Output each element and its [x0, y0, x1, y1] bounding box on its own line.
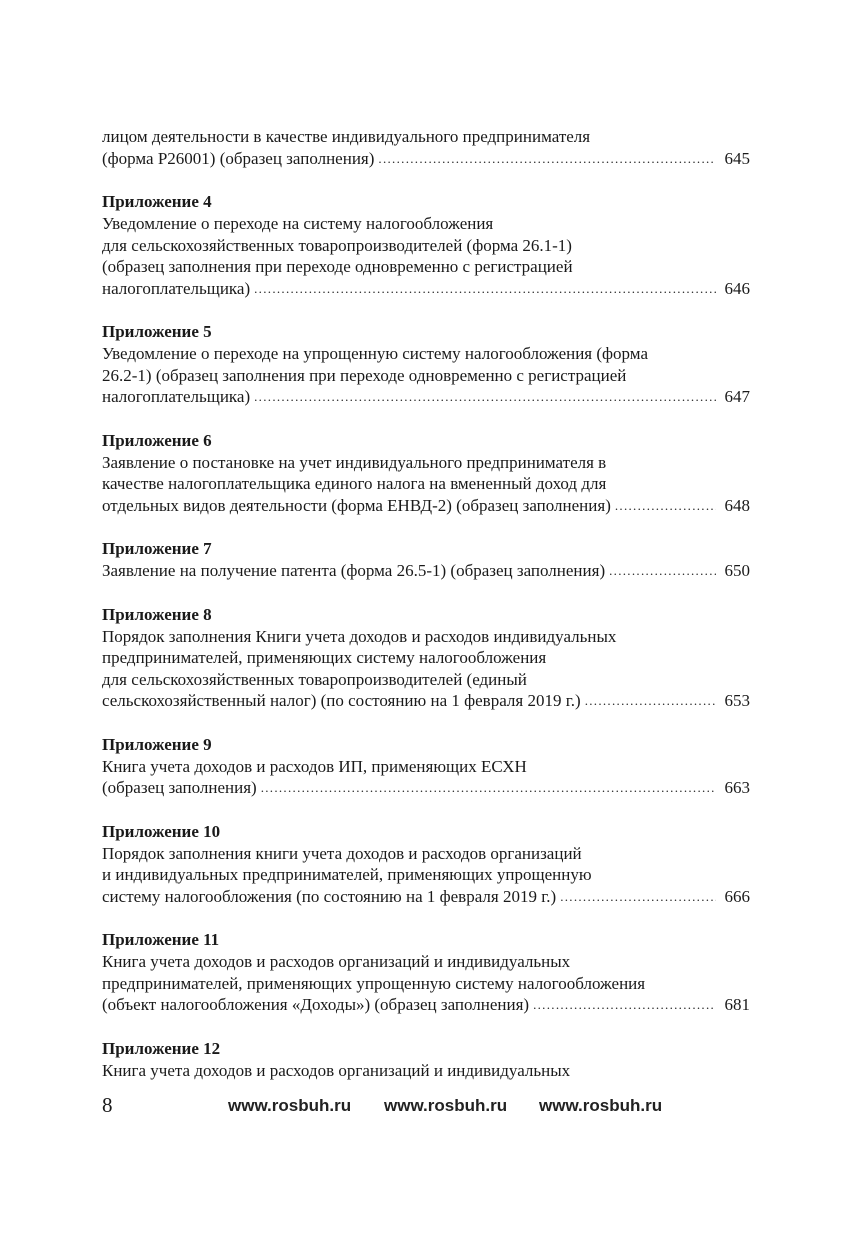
toc-last-line: [102, 278, 750, 300]
appendix-title: Приложение 5: [102, 322, 212, 341]
toc-entry-appendix-10: [102, 821, 750, 908]
dot-leader: [254, 278, 716, 300]
appendix-title: Приложение 9: [102, 734, 212, 754]
page-number: 8: [102, 1093, 113, 1117]
dot-leader: [609, 560, 716, 582]
toc-last-line: [102, 386, 750, 408]
page-ref: 653: [724, 691, 750, 710]
toc-line: качестве налогоплательщика единого налога на вмененный доход для: [102, 474, 607, 493]
toc-line: Книга учета доходов и расходов организаций и индивидуальных: [102, 952, 571, 971]
toc-line-text: (объект налогообложения «Доходы») (образец заполнения): [102, 995, 530, 1014]
page-ref: 646: [724, 278, 750, 298]
page-ref: 681: [724, 995, 750, 1014]
toc-last-line: [102, 777, 750, 799]
appendix-title: Приложение 6: [102, 430, 212, 450]
dot-leader: [585, 690, 716, 712]
toc-last-line: [102, 994, 750, 1016]
toc-line: (образец заполнения при переходе одновременно с регистрацией: [102, 257, 573, 276]
website-link[interactable]: www.rosbuh.ru: [539, 1096, 663, 1115]
toc-line: Книга учета доходов и расходов ИП, применяющих ЕСХН: [102, 756, 527, 776]
toc-entry-appendix-9: [102, 734, 750, 799]
page-ref: 648: [724, 495, 750, 515]
dot-leader: [261, 777, 716, 799]
dot-leader: [615, 495, 716, 517]
toc-line-text: отдельных видов деятельности (форма ЕНВД-2) (образец заполнения): [102, 495, 611, 515]
toc-last-line: [102, 886, 750, 908]
dot-leader: [560, 886, 716, 908]
page-footer: [102, 1092, 750, 1118]
website-link[interactable]: www.rosbuh.ru: [228, 1096, 352, 1115]
appendix-title: Приложение 10: [102, 821, 221, 841]
toc-entry-continuation: [102, 126, 750, 169]
toc-entry-appendix-6: [102, 430, 750, 517]
toc-line: Заявление о постановке на учет индивидуального предпринимателя в: [102, 452, 607, 472]
appendix-title: Приложение 4: [102, 192, 212, 211]
toc-entry-appendix-7: [102, 538, 750, 582]
appendix-title: Приложение 8: [102, 604, 212, 624]
toc-line-text: (образец заполнения): [102, 778, 257, 797]
page-ref: 647: [724, 387, 750, 406]
toc-line: Уведомление о переходе на систему налогообложения: [102, 214, 494, 233]
toc-line: предпринимателей, применяющих упрощенную систему налогообложения: [102, 973, 646, 993]
toc-last-line: [102, 495, 750, 517]
page-ref: 650: [724, 561, 750, 580]
toc-line-text: (форма Р26001) (образец заполнения): [102, 148, 375, 168]
website-link[interactable]: www.rosbuh.ru: [384, 1096, 508, 1115]
toc-line: Порядок заполнения книги учета доходов и расходов организаций: [102, 843, 582, 863]
toc-line-text: налогоплательщика): [102, 278, 251, 298]
toc-line: для сельскохозяйственных товаропроизводителей (единый: [102, 669, 527, 689]
toc-line: Книга учета доходов и расходов организаций и индивидуальных: [102, 1060, 571, 1080]
toc-last-line: [102, 690, 750, 712]
toc-line-text: Заявление на получение патента (форма 26.5-1) (образец заполнения): [102, 561, 606, 580]
toc-line: для сельскохозяйственных товаропроизводителей (форма 26.1-1): [102, 235, 572, 255]
toc-entry-appendix-4: [102, 191, 750, 299]
toc-entry-appendix-12: [102, 1038, 750, 1082]
toc-entry-appendix-8: [102, 604, 750, 712]
appendix-title: Приложение 7: [102, 539, 212, 558]
page-ref: 663: [724, 778, 750, 797]
toc-last-line: [102, 560, 750, 582]
toc-last-line: [102, 148, 750, 170]
dot-leader: [378, 148, 716, 170]
toc-line: и индивидуальных предпринимателей, применяющих упрощенную: [102, 865, 592, 884]
toc-entry-appendix-5: [102, 321, 750, 408]
toc-line: лицом деятельности в качестве индивидуального предпринимателя: [102, 127, 591, 146]
page-ref: 645: [724, 148, 750, 168]
table-of-contents: [102, 126, 750, 1103]
dot-leader: [254, 386, 716, 408]
toc-line: Порядок заполнения Книги учета доходов и расходов индивидуальных: [102, 626, 617, 646]
toc-line-text: систему налогообложения (по состоянию на 1 февраля 2019 г.): [102, 886, 557, 906]
toc-line: предпринимателей, применяющих систему налогообложения: [102, 648, 547, 667]
appendix-title: Приложение 12: [102, 1038, 221, 1058]
appendix-title: Приложение 11: [102, 930, 220, 949]
dot-leader: [533, 994, 716, 1016]
toc-line: 26.2-1) (образец заполнения при переходе одновременно с регистрацией: [102, 365, 627, 385]
page-ref: 666: [724, 886, 750, 906]
toc-line: Уведомление о переходе на упрощенную систему налогообложения (форма: [102, 344, 648, 363]
toc-entry-appendix-11: [102, 929, 750, 1016]
toc-line-text: налогоплательщика): [102, 387, 251, 406]
toc-line-text: сельскохозяйственный налог) (по состоянию на 1 февраля 2019 г.): [102, 691, 581, 710]
